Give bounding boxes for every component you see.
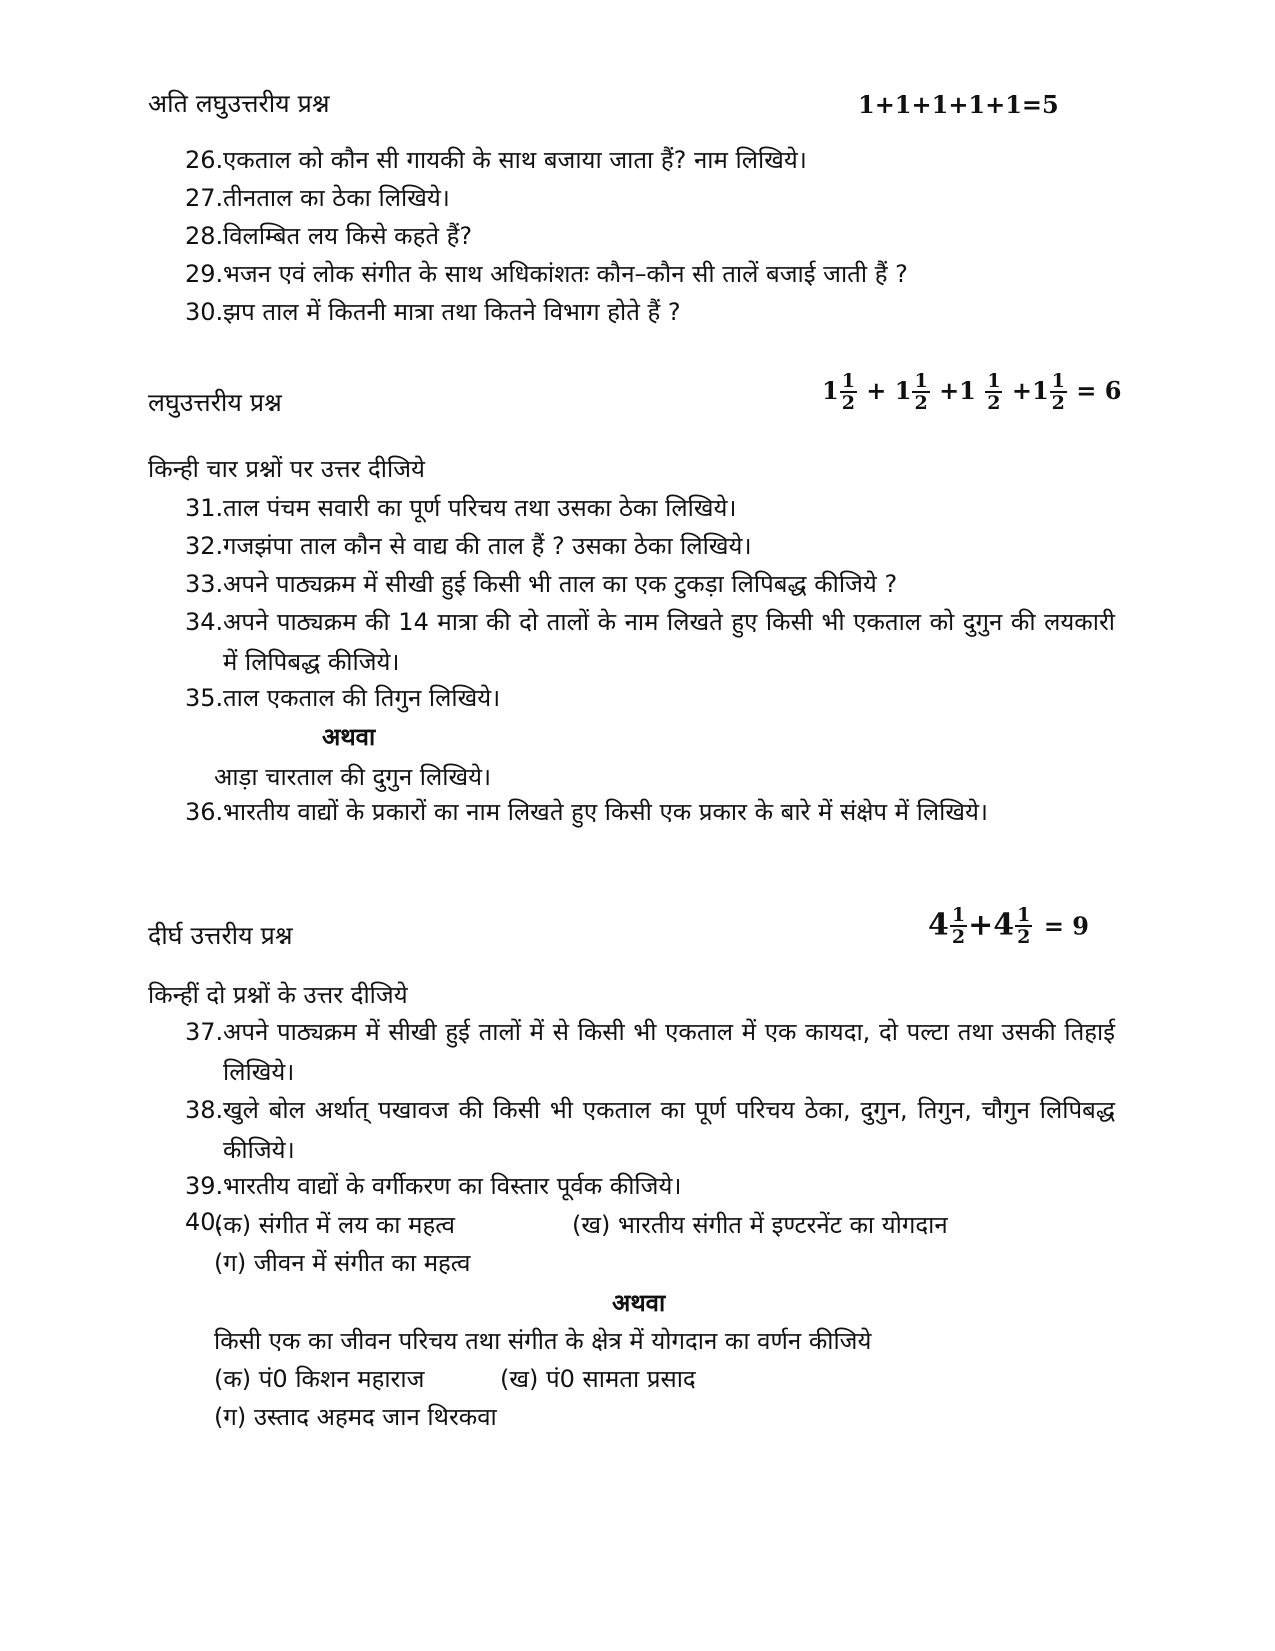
question-28	[185, 216, 1115, 256]
question-number: 28.	[185, 222, 224, 250]
question-text: अपने पाठ्यक्रम में सीखी हुई तालों में से किसी भी एकताल में एक कायदा, दो पल्टा तथा उसकी तिहाई लिखिये।	[223, 1018, 1115, 1086]
question-number: 33.	[185, 570, 224, 598]
question-35-alternative: आड़ा चारताल की दुगुन लिखिये।	[214, 763, 492, 791]
question-27	[185, 178, 1115, 218]
question-40-option-c: (ग) जीवन में संगीत का महत्व	[214, 1249, 471, 1277]
or-label: अथवा	[612, 1289, 666, 1317]
question-text: अपने पाठ्यक्रम की 14 मात्रा की दो तालों के नाम लिखते हुए किसी भी एकताल को दुगुन की लयकारी में लिपिबद्ध कीजिये।	[223, 608, 1115, 676]
question-34	[185, 602, 1115, 682]
question-number: 39.	[185, 1172, 224, 1200]
question-number: 36.	[185, 798, 224, 826]
question-40-alt-option-a: (क) पं0 किशन महाराज	[214, 1365, 425, 1393]
question-text: अपने पाठ्यक्रम में सीखी हुई किसी भी ताल का एक टुकड़ा लिपिबद्ध कीजिये ?	[223, 570, 898, 598]
question-35	[185, 678, 1115, 718]
question-number: 35.	[185, 684, 224, 712]
question-40-alt-option-b: (ख) पं0 सामता प्रसाद	[500, 1365, 696, 1393]
question-38	[185, 1090, 1115, 1170]
fraction-half: $\frac{1}{2}$	[1051, 370, 1065, 414]
question-number: 30.	[185, 298, 224, 326]
question-number: 26.	[185, 146, 224, 174]
question-text: एकताल को कौन सी गायकी के साथ बजाया जाता हैं? नाम लिखिये।	[223, 146, 807, 174]
or-label: अथवा	[322, 723, 376, 751]
section-marks-very-short: 1+1+1+1+1=5	[858, 90, 1059, 119]
question-29	[185, 254, 1115, 294]
question-37	[185, 1012, 1115, 1092]
question-text: ताल एकताल की तिगुन लिखिये।	[223, 684, 501, 712]
question-number: 31.	[185, 494, 224, 522]
question-text: भजन एवं लोक संगीत के साथ अधिकांशतः कौन–कौन सी तालें बजाई जाती हैं ?	[223, 260, 908, 288]
question-39	[185, 1166, 1115, 1206]
question-text: भारतीय वाद्यों के वर्गीकरण का विस्तार पूर्वक कीजिये।	[223, 1172, 682, 1200]
question-text: विलम्बित लय किसे कहते हैं?	[223, 222, 473, 250]
section-heading-short: लघुउत्तरीय प्रश्न	[148, 388, 282, 417]
question-text: खुले बोल अर्थात् पखावज की किसी भी एकताल का पूर्ण परिचय ठेका, दुगुन, तिगुन, चौगुन लिपिबद्ध कीजिये।	[223, 1096, 1115, 1164]
question-26	[185, 140, 1115, 180]
question-40-alternative: किसी एक का जीवन परिचय तथा संगीत के क्षेत्र में योगदान का वर्णन कीजिये	[214, 1327, 872, 1355]
marks-total: = 9	[1043, 911, 1089, 941]
fraction-half: $\frac{1}{2}$	[841, 370, 855, 414]
fraction-half: $\frac{1}{2}$	[987, 370, 1001, 414]
section-marks-long	[928, 906, 1089, 947]
question-32	[185, 526, 1115, 566]
section-marks-short	[822, 372, 1121, 413]
question-text: गजझंपा ताल कौन से वाद्य की ताल हैं ? उसका ठेका लिखिये।	[223, 532, 752, 560]
question-33	[185, 564, 1115, 604]
question-number: 29.	[185, 260, 224, 288]
marks-whole: 1	[822, 376, 839, 405]
marks-whole: + 1	[866, 376, 912, 405]
instruction-long: किन्हीं दो प्रश्नों के उत्तर दीजिये	[148, 981, 408, 1009]
marks-whole: +1	[1011, 376, 1049, 405]
fraction-half: $\frac{1}{2}$	[951, 904, 966, 948]
question-text: झप ताल में कितनी मात्रा तथा कितने विभाग होते हैं ?	[223, 298, 681, 326]
question-number: 38.	[185, 1096, 224, 1124]
question-40-alt-option-c: (ग) उस्ताद अहमद जान थिरकवा	[214, 1403, 497, 1431]
question-40-number: 40.	[185, 1208, 224, 1236]
marks-whole: +1	[939, 376, 976, 405]
question-number: 32.	[185, 532, 224, 560]
section-heading-long: दीर्घ उत्तरीय प्रश्न	[148, 921, 293, 950]
instruction-short: किन्ही चार प्रश्नों पर उत्तर दीजिये	[148, 455, 425, 483]
question-number: 34.	[185, 608, 224, 636]
question-40-option-b: (ख) भारतीय संगीत में इण्टरनेंट का योगदान	[572, 1211, 948, 1239]
section-heading-very-short: अति लघुउत्तरीय प्रश्न	[148, 89, 330, 118]
question-36	[185, 792, 1115, 832]
question-31	[185, 488, 1115, 528]
marks-whole: 4	[928, 907, 949, 943]
question-40-option-a: (क) संगीत में लय का महत्व	[214, 1211, 455, 1239]
question-text: ताल पंचम सवारी का पूर्ण परिचय तथा उसका ठेका लिखिये।	[223, 494, 737, 522]
fraction-half: $\frac{1}{2}$	[914, 370, 928, 414]
fraction-half: $\frac{1}{2}$	[1017, 904, 1031, 948]
question-text: तीनताल का ठेका लिखिये।	[223, 184, 450, 212]
marks-total: = 6	[1076, 376, 1122, 405]
question-30	[185, 292, 1115, 332]
question-number: 27.	[185, 184, 224, 212]
question-number: 37.	[185, 1018, 224, 1046]
marks-whole: +4	[968, 907, 1015, 943]
question-text: भारतीय वाद्यों के प्रकारों का नाम लिखते हुए किसी एक प्रकार के बारे में संक्षेप में लिखिये।	[223, 798, 988, 826]
